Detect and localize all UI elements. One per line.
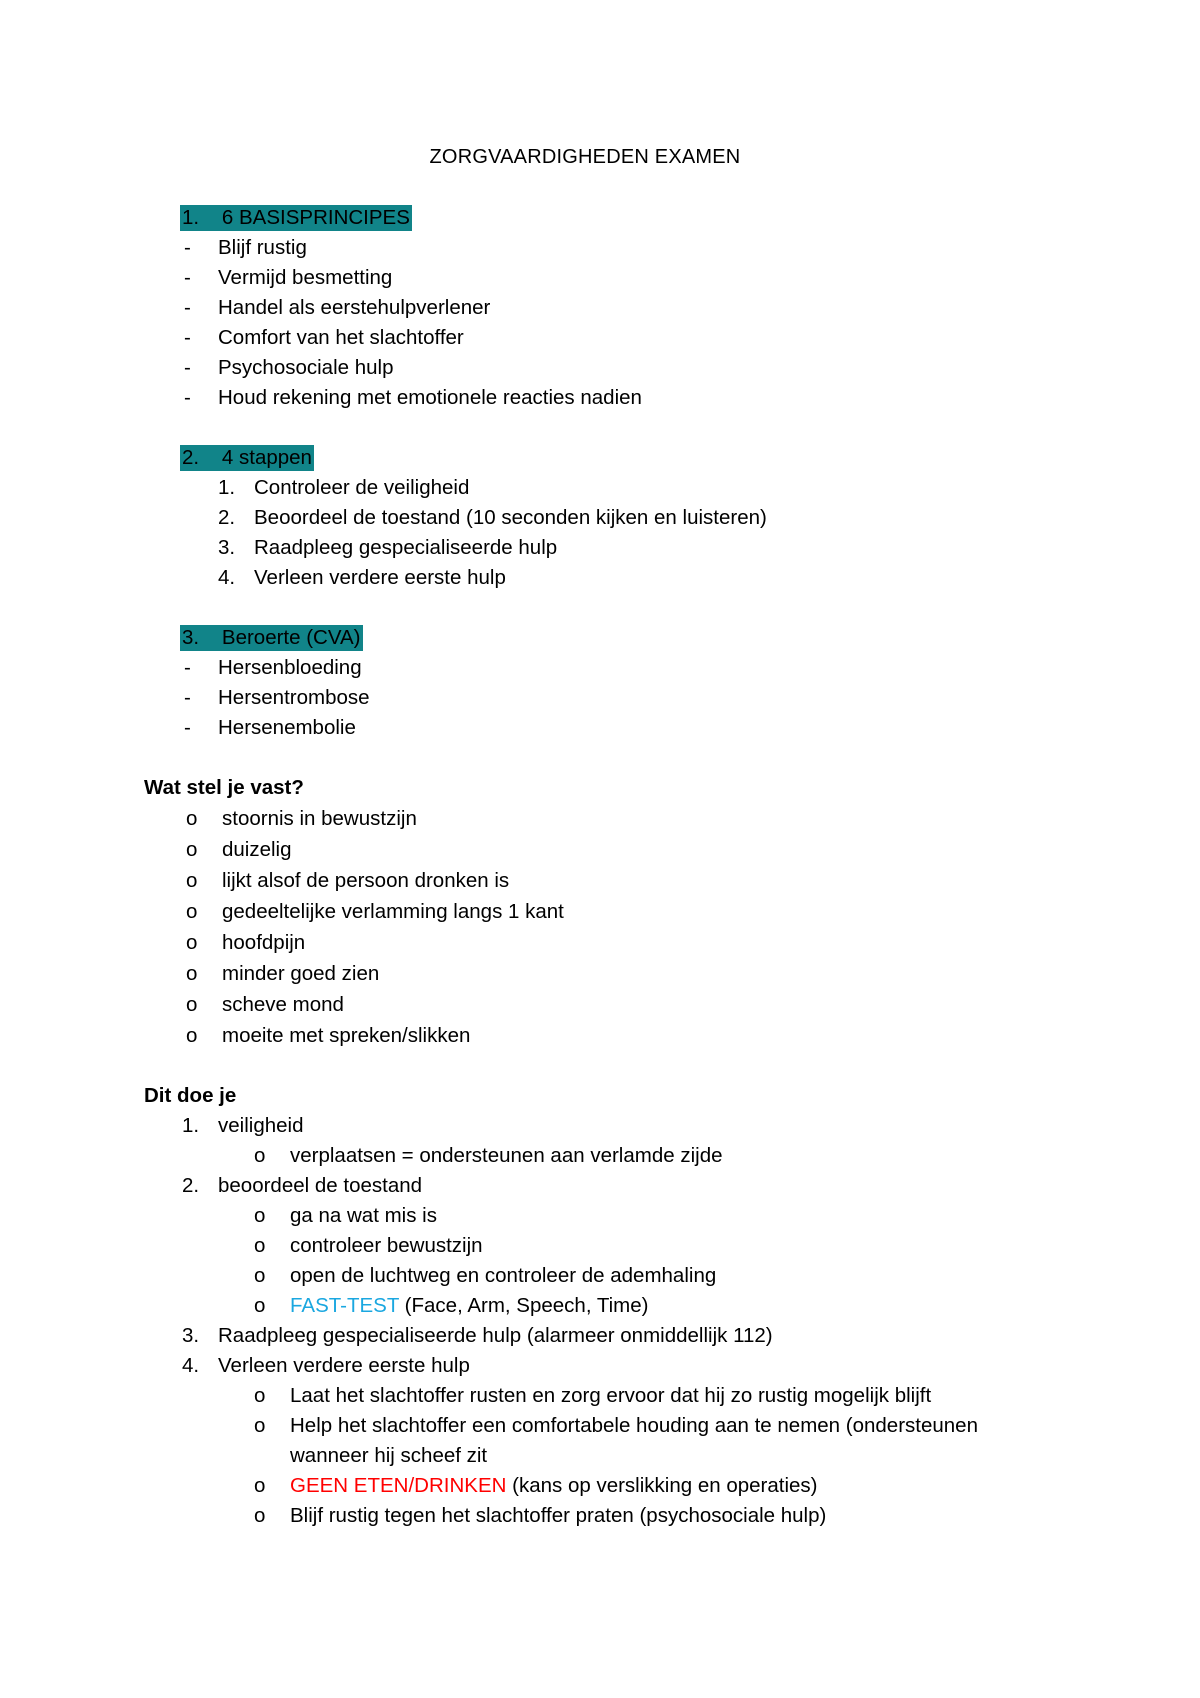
sub-item: Blijf rustig tegen het slachtoffer praten (psychosociale hulp) — [290, 1504, 827, 1527]
bullet: o — [254, 1474, 266, 1497]
section-1-title: 6 BASISPRINCIPES — [221, 206, 410, 229]
section-2-number: 2. — [182, 446, 200, 469]
list-item: Beoordeel de toestand (10 seconden kijken en luisteren) — [254, 506, 767, 529]
sub-item: controleer bewustzijn — [290, 1234, 483, 1257]
list-item: Houd rekening met emotionele reacties nadien — [218, 386, 642, 409]
list-dash: - — [184, 296, 191, 319]
sub-item: Help het slachtoffer een comfortabele houding aan te nemen (ondersteunen — [290, 1414, 978, 1437]
step-number: 2. — [182, 1174, 200, 1197]
list-dash: - — [184, 356, 191, 379]
step-label: Verleen verdere eerste hulp — [218, 1354, 470, 1377]
list-item: Verleen verdere eerste hulp — [254, 566, 506, 589]
list-item-number: 3. — [218, 536, 236, 559]
step-number: 1. — [182, 1114, 200, 1137]
section-1-number: 1. — [182, 206, 200, 229]
section-1-heading — [180, 203, 412, 233]
list-item: Psychosociale hulp — [218, 356, 394, 379]
bullet: o — [186, 900, 198, 923]
bullet: o — [186, 1024, 198, 1047]
section-2-title: 4 stappen — [221, 446, 312, 469]
bullet: o — [254, 1144, 266, 1167]
warning-detail: (kans op verslikking en operaties) — [506, 1474, 818, 1497]
list-dash: - — [184, 266, 191, 289]
list-dash: - — [184, 236, 191, 259]
document-title: ZORGVAARDIGHEDEN EXAMEN — [429, 146, 741, 168]
list-item: Controleer de veiligheid — [254, 476, 470, 499]
list-item-number: 4. — [218, 566, 236, 589]
list-item: Hersenembolie — [218, 716, 356, 739]
step-label: beoordeel de toestand — [218, 1174, 423, 1197]
bullet: o — [254, 1504, 266, 1527]
step-number: 3. — [182, 1324, 200, 1347]
list-item: scheve mond — [222, 993, 344, 1016]
list-item: duizelig — [222, 838, 292, 861]
list-item: gedeeltelijke verlamming langs 1 kant — [222, 900, 564, 923]
list-dash: - — [184, 386, 191, 409]
section-3-title: Beroerte (CVA) — [221, 626, 361, 649]
list-item: Hersenbloeding — [218, 656, 362, 679]
list-item: lijkt alsof de persoon dronken is — [222, 869, 510, 892]
sub-item-fast-test — [290, 1291, 648, 1321]
list-item: Blijf rustig — [218, 236, 307, 259]
step-label: veiligheid — [218, 1114, 304, 1137]
list-item: Vermijd besmetting — [218, 266, 393, 289]
list-item: hoofdpijn — [222, 931, 306, 954]
list-item-number: 2. — [218, 506, 236, 529]
step-label: Raadpleeg gespecialiseerde hulp (alarmeer onmiddellijk 112) — [218, 1324, 773, 1347]
section-3-number: 3. — [182, 626, 200, 649]
bullet: o — [186, 931, 198, 954]
bullet: o — [186, 807, 198, 830]
bullet: o — [186, 962, 198, 985]
fast-test-label: FAST-TEST — [290, 1294, 399, 1317]
bullet: o — [186, 993, 198, 1016]
list-item-number: 1. — [218, 476, 236, 499]
assessment-heading: Wat stel je vast? — [144, 776, 304, 799]
list-item: Hersentrombose — [218, 686, 370, 709]
bullet: o — [254, 1234, 266, 1257]
sub-item: verplaatsen = ondersteunen aan verlamde zijde — [290, 1144, 723, 1167]
bullet: o — [254, 1264, 266, 1287]
actions-heading: Dit doe je — [144, 1084, 237, 1107]
step-number: 4. — [182, 1354, 200, 1377]
bullet: o — [186, 838, 198, 861]
list-dash: - — [184, 656, 191, 679]
sub-item: open de luchtweg en controleer de ademhaling — [290, 1264, 717, 1287]
sub-item: ga na wat mis is — [290, 1204, 437, 1227]
list-item: minder goed zien — [222, 962, 380, 985]
bullet: o — [254, 1294, 266, 1317]
sub-item-warning — [290, 1471, 818, 1501]
section-3-heading — [180, 623, 363, 653]
fast-test-detail: (Face, Arm, Speech, Time) — [398, 1294, 649, 1317]
bullet: o — [254, 1204, 266, 1227]
no-food-drink-warning: GEEN ETEN/DRINKEN — [290, 1474, 507, 1497]
section-2-heading — [180, 443, 314, 473]
list-item: Handel als eerstehulpverlener — [218, 296, 491, 319]
list-dash: - — [184, 716, 191, 739]
bullet: o — [186, 869, 198, 892]
sub-item: Laat het slachtoffer rusten en zorg ervoor dat hij zo rustig mogelijk blijft — [290, 1384, 932, 1407]
list-dash: - — [184, 326, 191, 349]
sub-item-continuation: wanneer hij scheef zit — [290, 1444, 488, 1467]
list-item: stoornis in bewustzijn — [222, 807, 417, 830]
list-dash: - — [184, 686, 191, 709]
list-item: Comfort van het slachtoffer — [218, 326, 464, 349]
list-item: Raadpleeg gespecialiseerde hulp — [254, 536, 558, 559]
list-item: moeite met spreken/slikken — [222, 1024, 471, 1047]
bullet: o — [254, 1414, 266, 1437]
bullet: o — [254, 1384, 266, 1407]
